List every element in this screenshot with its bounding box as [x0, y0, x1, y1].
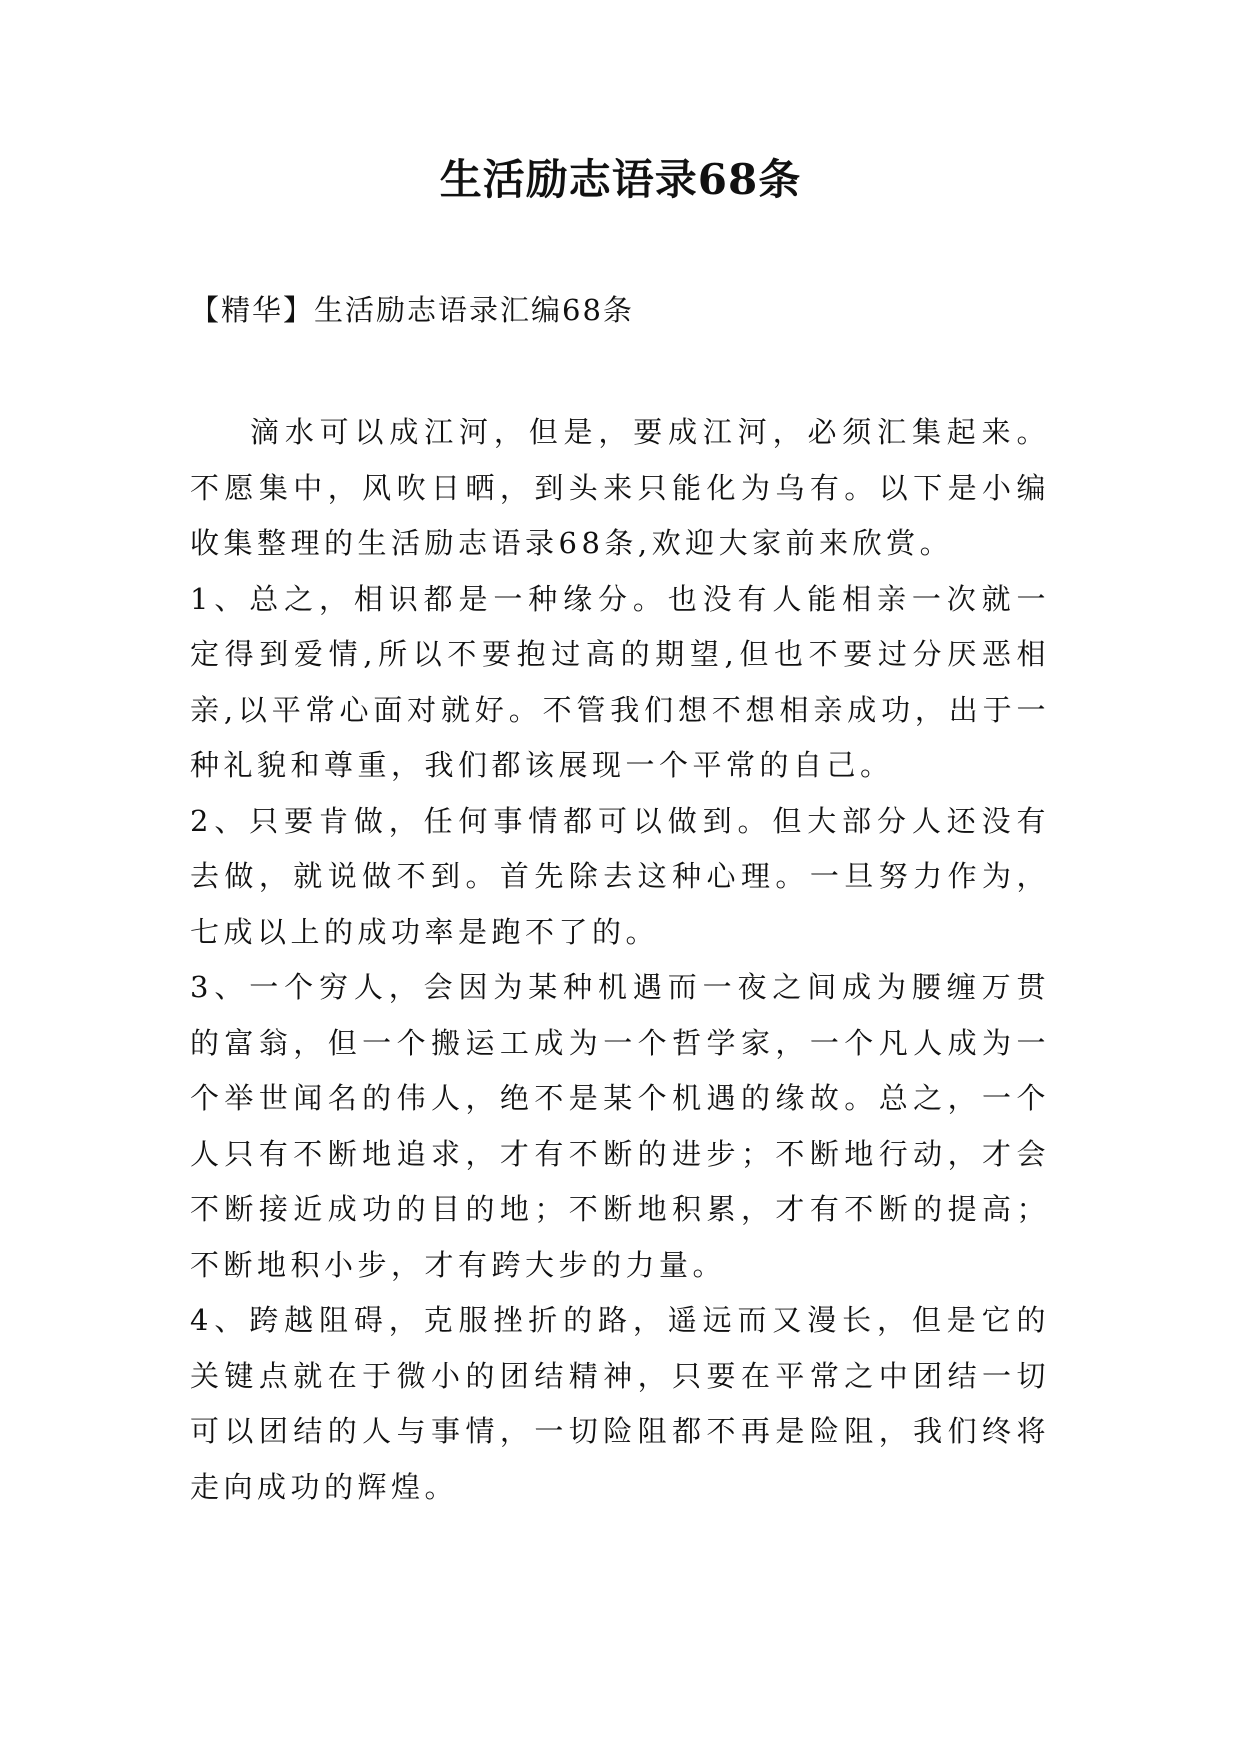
intro-paragraph: 滴水可以成江河，但是，要成江河，必须汇集起来。不愿集中，风吹日晒，到头来只能化为乌有。以下是小编收集整理的生活励志语录68条,欢迎大家前来欣赏。 [190, 415, 1050, 560]
quote-paragraph-3: 3、一个穷人，会因为某种机遇而一夜之间成为腰缠万贯的富翁，但一个搬运工成为一个哲学家，一个凡人成为一个举世闻名的伟人，绝不是某个机遇的缘故。总之，一个人只有不断地追求，才有不断的进步；不断地行动，才会不断接近成功的目的地；不断地积累，才有不断的提高；不断地积小步，才有跨大步的力量。 [190, 970, 1050, 1282]
quote-paragraph-1: 1、总之，相识都是一种缘分。也没有人能相亲一次就一定得到爱情,所以不要抱过高的期望,但也不要过分厌恶相亲,以平常心面对就好。不管我们想不想相亲成功，出于一种礼貌和尊重，我们都该展现一个平常的自己。 [190, 581, 1050, 782]
quote-paragraph-4: 4、跨越阻碍，克服挫折的路，遥远而又漫长，但是它的关键点就在于微小的团结精神，只要在平常之中团结一切可以团结的人与事情，一切险阻都不再是险阻，我们终将走向成功的辉煌。 [190, 1303, 1050, 1504]
document-subtitle: 【精华】生活励志语录汇编68条 [190, 293, 634, 327]
document-title: 生活励志语录68条 [439, 155, 802, 204]
document-body [190, 405, 1050, 1515]
quote-paragraph-2: 2、只要肯做，任何事情都可以做到。但大部分人还没有去做，就说做不到。首先除去这种心理。一旦努力作为，七成以上的成功率是跑不了的。 [190, 803, 1050, 949]
